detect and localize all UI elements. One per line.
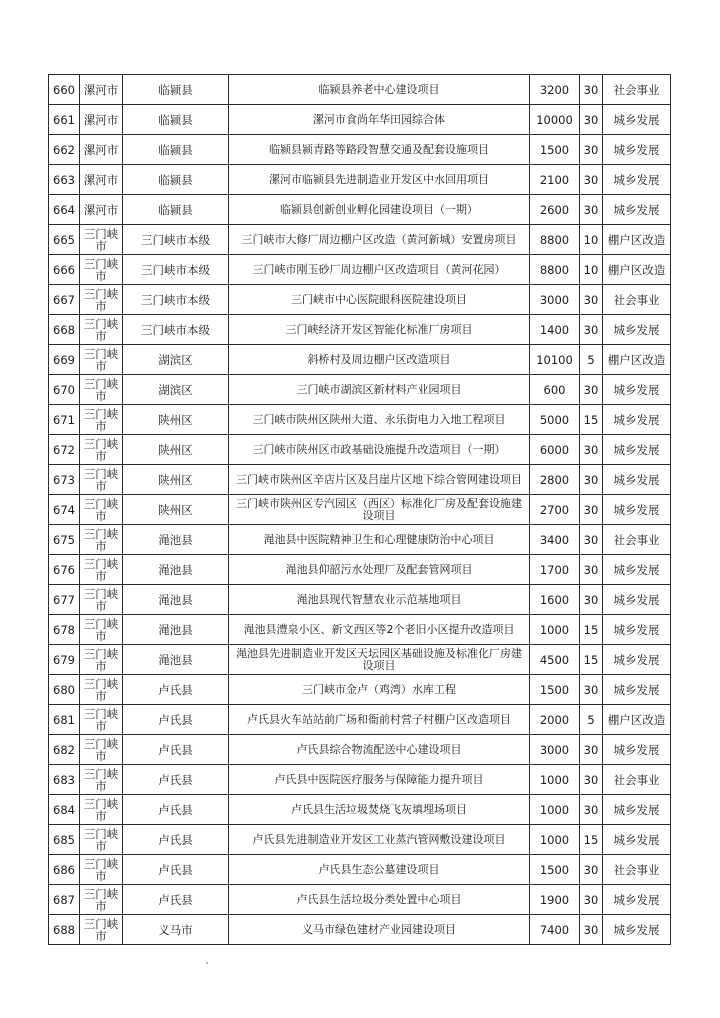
term-cell: 10 <box>580 255 603 285</box>
amount-cell: 2100 <box>530 165 580 195</box>
category-cell: 社会事业 <box>603 855 671 885</box>
amount-cell: 5000 <box>530 405 580 435</box>
table-row <box>49 615 671 645</box>
term-cell: 30 <box>580 525 603 555</box>
category-cell: 社会事业 <box>603 525 671 555</box>
project-name-cell: 三门峡市陕州区陕州大道、永乐街电力入地工程项目 <box>229 405 530 435</box>
table-row <box>49 705 671 735</box>
city-cell: 三门峡市 <box>80 855 123 885</box>
county-cell: 临颍县 <box>123 195 229 225</box>
amount-cell: 10100 <box>530 345 580 375</box>
table-row <box>49 585 671 615</box>
row-number-cell: 681 <box>49 705 80 735</box>
row-number-cell: 680 <box>49 675 80 705</box>
project-name-cell: 临颍县养老中心建设项目 <box>229 75 530 105</box>
term-cell: 30 <box>580 195 603 225</box>
amount-cell: 2800 <box>530 465 580 495</box>
project-name-cell: 三门峡市陕州区辛店片区及吕崖片区地下综合管网建设项目 <box>229 465 530 495</box>
city-cell: 三门峡市 <box>80 705 123 735</box>
row-number-cell: 687 <box>49 885 80 915</box>
amount-cell: 1000 <box>530 795 580 825</box>
row-number-cell: 661 <box>49 105 80 135</box>
city-cell: 三门峡市 <box>80 345 123 375</box>
amount-cell: 4500 <box>530 645 580 675</box>
row-number-cell: 667 <box>49 285 80 315</box>
project-name-cell: 卢氏县综合物流配送中心建设项目 <box>229 735 530 765</box>
row-number-cell: 678 <box>49 615 80 645</box>
category-cell: 棚户区改造 <box>603 705 671 735</box>
project-name-cell: 斜桥村及周边棚户区改造项目 <box>229 345 530 375</box>
table-row <box>49 495 671 525</box>
table-row <box>49 195 671 225</box>
row-number-cell: 670 <box>49 375 80 405</box>
term-cell: 30 <box>580 795 603 825</box>
amount-cell: 1500 <box>530 855 580 885</box>
category-cell: 社会事业 <box>603 285 671 315</box>
category-cell: 城乡发展 <box>603 555 671 585</box>
project-name-cell: 三门峡市大修厂周边棚户区改造（黄河新城）安置房项目 <box>229 225 530 255</box>
category-cell: 社会事业 <box>603 765 671 795</box>
amount-cell: 2700 <box>530 495 580 525</box>
county-cell: 湖滨区 <box>123 375 229 405</box>
row-number-cell: 669 <box>49 345 80 375</box>
county-cell: 卢氏县 <box>123 675 229 705</box>
category-cell: 城乡发展 <box>603 435 671 465</box>
project-name-cell: 卢氏县先进制造业开发区工业蒸汽管网敷设建设项目 <box>229 825 530 855</box>
term-cell: 15 <box>580 405 603 435</box>
amount-cell: 1000 <box>530 615 580 645</box>
city-cell: 三门峡市 <box>80 285 123 315</box>
table-row <box>49 645 671 675</box>
county-cell: 渑池县 <box>123 525 229 555</box>
category-cell: 城乡发展 <box>603 645 671 675</box>
county-cell: 义马市 <box>123 915 229 945</box>
table-row <box>49 885 671 915</box>
county-cell: 临颍县 <box>123 105 229 135</box>
county-cell: 陕州区 <box>123 495 229 525</box>
amount-cell: 8800 <box>530 225 580 255</box>
project-name-cell: 三门峡市刚玉砂厂周边棚户区改造项目（黄河花园） <box>229 255 530 285</box>
amount-cell: 1500 <box>530 135 580 165</box>
category-cell: 棚户区改造 <box>603 345 671 375</box>
table-row <box>49 345 671 375</box>
category-cell: 城乡发展 <box>603 735 671 765</box>
project-name-cell: 三门峡市中心医院眼科医院建设项目 <box>229 285 530 315</box>
table-row <box>49 435 671 465</box>
term-cell: 30 <box>580 675 603 705</box>
term-cell: 15 <box>580 825 603 855</box>
project-name-cell: 渑池县现代智慧农业示范基地项目 <box>229 585 530 615</box>
project-name-cell: 义马市绿色建材产业园建设项目 <box>229 915 530 945</box>
county-cell: 渑池县 <box>123 615 229 645</box>
county-cell: 三门峡市本级 <box>123 225 229 255</box>
city-cell: 三门峡市 <box>80 735 123 765</box>
table-row <box>49 765 671 795</box>
project-name-cell: 渑池县先进制造业开发区天坛园区基础设施及标准化厂房建设项目 <box>229 645 530 675</box>
city-cell: 三门峡市 <box>80 795 123 825</box>
project-table <box>48 74 671 945</box>
project-name-cell: 三门峡市陕州区专汽园区（西区）标准化厂房及配套设施建设项目 <box>229 495 530 525</box>
row-number-cell: 688 <box>49 915 80 945</box>
term-cell: 30 <box>580 465 603 495</box>
project-name-cell: 三门峡市陕州区市政基础设施提升改造项目（一期） <box>229 435 530 465</box>
city-cell: 三门峡市 <box>80 405 123 435</box>
project-name-cell: 三门峡经济开发区智能化标准厂房项目 <box>229 315 530 345</box>
table-row <box>49 255 671 285</box>
term-cell: 30 <box>580 765 603 795</box>
county-cell: 卢氏县 <box>123 705 229 735</box>
row-number-cell: 677 <box>49 585 80 615</box>
project-name-cell: 漯河市临颍县先进制造业开发区中水回用项目 <box>229 165 530 195</box>
row-number-cell: 673 <box>49 465 80 495</box>
amount-cell: 1400 <box>530 315 580 345</box>
table-row <box>49 75 671 105</box>
category-cell: 城乡发展 <box>603 885 671 915</box>
category-cell: 城乡发展 <box>603 915 671 945</box>
city-cell: 三门峡市 <box>80 885 123 915</box>
city-cell: 三门峡市 <box>80 495 123 525</box>
table-row <box>49 225 671 255</box>
category-cell: 城乡发展 <box>603 315 671 345</box>
category-cell: 社会事业 <box>603 75 671 105</box>
city-cell: 漯河市 <box>80 105 123 135</box>
city-cell: 三门峡市 <box>80 615 123 645</box>
amount-cell: 1000 <box>530 765 580 795</box>
term-cell: 10 <box>580 225 603 255</box>
category-cell: 城乡发展 <box>603 405 671 435</box>
table-row <box>49 525 671 555</box>
county-cell: 湖滨区 <box>123 345 229 375</box>
amount-cell: 1500 <box>530 675 580 705</box>
county-cell: 卢氏县 <box>123 855 229 885</box>
term-cell: 30 <box>580 915 603 945</box>
city-cell: 三门峡市 <box>80 675 123 705</box>
category-cell: 城乡发展 <box>603 375 671 405</box>
row-number-cell: 660 <box>49 75 80 105</box>
project-name-cell: 卢氏县生活垃圾焚烧飞灰填埋场项目 <box>229 795 530 825</box>
table-row <box>49 465 671 495</box>
county-cell: 渑池县 <box>123 585 229 615</box>
scan-speck <box>206 962 208 964</box>
row-number-cell: 676 <box>49 555 80 585</box>
row-number-cell: 664 <box>49 195 80 225</box>
amount-cell: 1000 <box>530 825 580 855</box>
table-row <box>49 825 671 855</box>
table-row <box>49 735 671 765</box>
table-body <box>49 75 671 945</box>
city-cell: 三门峡市 <box>80 825 123 855</box>
category-cell: 城乡发展 <box>603 675 671 705</box>
city-cell: 三门峡市 <box>80 225 123 255</box>
project-name-cell: 卢氏县生活垃圾分类处置中心项目 <box>229 885 530 915</box>
row-number-cell: 674 <box>49 495 80 525</box>
row-number-cell: 679 <box>49 645 80 675</box>
project-name-cell: 渑池县仰韶污水处理厂及配套管网项目 <box>229 555 530 585</box>
category-cell: 城乡发展 <box>603 465 671 495</box>
category-cell: 城乡发展 <box>603 165 671 195</box>
row-number-cell: 662 <box>49 135 80 165</box>
county-cell: 卢氏县 <box>123 825 229 855</box>
project-name-cell: 三门峡市湖滨区新材料产业园项目 <box>229 375 530 405</box>
city-cell: 三门峡市 <box>80 465 123 495</box>
table-row <box>49 315 671 345</box>
city-cell: 三门峡市 <box>80 525 123 555</box>
county-cell: 临颍县 <box>123 165 229 195</box>
row-number-cell: 686 <box>49 855 80 885</box>
term-cell: 30 <box>580 165 603 195</box>
city-cell: 漯河市 <box>80 195 123 225</box>
county-cell: 卢氏县 <box>123 735 229 765</box>
term-cell: 30 <box>580 315 603 345</box>
row-number-cell: 668 <box>49 315 80 345</box>
project-name-cell: 卢氏县火车站站前广场和衙前村营子村棚户区改造项目 <box>229 705 530 735</box>
category-cell: 城乡发展 <box>603 825 671 855</box>
table-row <box>49 915 671 945</box>
city-cell: 三门峡市 <box>80 765 123 795</box>
term-cell: 30 <box>580 735 603 765</box>
category-cell: 城乡发展 <box>603 195 671 225</box>
table-row <box>49 375 671 405</box>
amount-cell: 1900 <box>530 885 580 915</box>
row-number-cell: 663 <box>49 165 80 195</box>
amount-cell: 8800 <box>530 255 580 285</box>
project-name-cell: 卢氏县生态公墓建设项目 <box>229 855 530 885</box>
amount-cell: 1600 <box>530 585 580 615</box>
project-name-cell: 漯河市食尚年华田园综合体 <box>229 105 530 135</box>
term-cell: 30 <box>580 495 603 525</box>
term-cell: 15 <box>580 615 603 645</box>
term-cell: 30 <box>580 375 603 405</box>
project-name-cell: 卢氏县中医院医疗服务与保障能力提升项目 <box>229 765 530 795</box>
term-cell: 30 <box>580 105 603 135</box>
term-cell: 30 <box>580 885 603 915</box>
row-number-cell: 672 <box>49 435 80 465</box>
table-row <box>49 675 671 705</box>
table-row <box>49 555 671 585</box>
term-cell: 5 <box>580 705 603 735</box>
county-cell: 渑池县 <box>123 555 229 585</box>
row-number-cell: 675 <box>49 525 80 555</box>
amount-cell: 7400 <box>530 915 580 945</box>
amount-cell: 3400 <box>530 525 580 555</box>
table-row <box>49 795 671 825</box>
city-cell: 三门峡市 <box>80 645 123 675</box>
amount-cell: 3000 <box>530 285 580 315</box>
county-cell: 三门峡市本级 <box>123 285 229 315</box>
county-cell: 陕州区 <box>123 435 229 465</box>
term-cell: 15 <box>580 645 603 675</box>
row-number-cell: 665 <box>49 225 80 255</box>
amount-cell: 2000 <box>530 705 580 735</box>
category-cell: 城乡发展 <box>603 105 671 135</box>
amount-cell: 6000 <box>530 435 580 465</box>
city-cell: 漯河市 <box>80 75 123 105</box>
amount-cell: 3200 <box>530 75 580 105</box>
project-name-cell: 临颍县颍青路等路段智慧交通及配套设施项目 <box>229 135 530 165</box>
table-row <box>49 855 671 885</box>
project-name-cell: 渑池县澧泉小区、新文西区等2个老旧小区提升改造项目 <box>229 615 530 645</box>
term-cell: 30 <box>580 285 603 315</box>
amount-cell: 600 <box>530 375 580 405</box>
table-row <box>49 105 671 135</box>
city-cell: 三门峡市 <box>80 915 123 945</box>
amount-cell: 1700 <box>530 555 580 585</box>
city-cell: 三门峡市 <box>80 585 123 615</box>
table-row <box>49 405 671 435</box>
row-number-cell: 682 <box>49 735 80 765</box>
category-cell: 城乡发展 <box>603 495 671 525</box>
term-cell: 5 <box>580 345 603 375</box>
city-cell: 漯河市 <box>80 165 123 195</box>
project-name-cell: 三门峡市金卢（鸡湾）水库工程 <box>229 675 530 705</box>
row-number-cell: 685 <box>49 825 80 855</box>
row-number-cell: 666 <box>49 255 80 285</box>
table-row <box>49 165 671 195</box>
category-cell: 城乡发展 <box>603 585 671 615</box>
county-cell: 三门峡市本级 <box>123 255 229 285</box>
county-cell: 临颍县 <box>123 75 229 105</box>
row-number-cell: 684 <box>49 795 80 825</box>
category-cell: 城乡发展 <box>603 795 671 825</box>
category-cell: 城乡发展 <box>603 135 671 165</box>
city-cell: 三门峡市 <box>80 555 123 585</box>
county-cell: 卢氏县 <box>123 765 229 795</box>
category-cell: 城乡发展 <box>603 615 671 645</box>
city-cell: 三门峡市 <box>80 375 123 405</box>
category-cell: 棚户区改造 <box>603 225 671 255</box>
city-cell: 三门峡市 <box>80 315 123 345</box>
row-number-cell: 683 <box>49 765 80 795</box>
project-name-cell: 渑池县中医院精神卫生和心理健康防治中心项目 <box>229 525 530 555</box>
county-cell: 三门峡市本级 <box>123 315 229 345</box>
county-cell: 陕州区 <box>123 465 229 495</box>
project-name-cell: 临颍县创新创业孵化园建设项目（一期） <box>229 195 530 225</box>
amount-cell: 2600 <box>530 195 580 225</box>
city-cell: 三门峡市 <box>80 435 123 465</box>
table-row <box>49 135 671 165</box>
term-cell: 30 <box>580 855 603 885</box>
amount-cell: 10000 <box>530 105 580 135</box>
row-number-cell: 671 <box>49 405 80 435</box>
amount-cell: 3000 <box>530 735 580 765</box>
county-cell: 陕州区 <box>123 405 229 435</box>
table-row <box>49 285 671 315</box>
county-cell: 渑池县 <box>123 645 229 675</box>
category-cell: 棚户区改造 <box>603 255 671 285</box>
city-cell: 漯河市 <box>80 135 123 165</box>
term-cell: 30 <box>580 555 603 585</box>
term-cell: 30 <box>580 135 603 165</box>
term-cell: 30 <box>580 75 603 105</box>
term-cell: 30 <box>580 435 603 465</box>
county-cell: 卢氏县 <box>123 885 229 915</box>
county-cell: 临颍县 <box>123 135 229 165</box>
county-cell: 卢氏县 <box>123 795 229 825</box>
city-cell: 三门峡市 <box>80 255 123 285</box>
term-cell: 30 <box>580 585 603 615</box>
